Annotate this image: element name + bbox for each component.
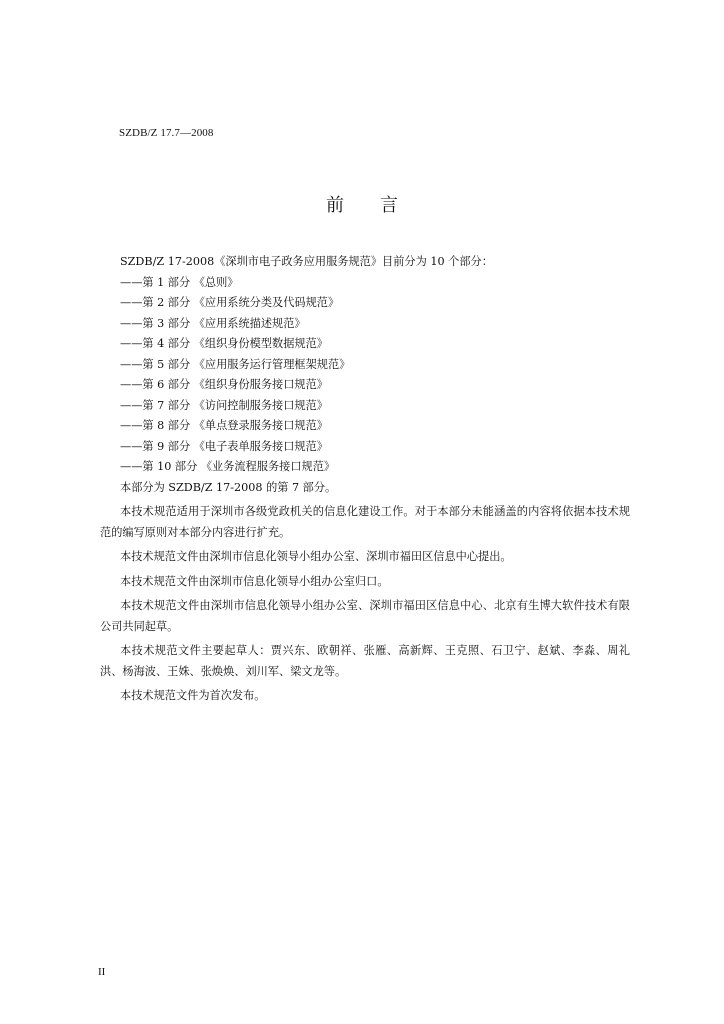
responsible-paragraph: 本技术规范文件由深圳市信息化领导小组办公室归口。 <box>120 574 389 588</box>
part-list-item: ——第 5 部分 《应用服务运行管理框架规范》 <box>120 357 351 371</box>
scope-paragraph: 本技术规范适用于深圳市各级党政机关的信息化建设工作。对于本部分未能涵盖的内容将依据本技术规范的编写原则对本部分内容进行扩充。 <box>100 505 630 539</box>
part-list-item: ——第 3 部分 《应用系统描述规范》 <box>120 316 306 330</box>
part-list-item: ——第 1 部分 《总则》 <box>120 275 239 289</box>
page-number: II <box>98 966 106 978</box>
proposer-paragraph: 本技术规范文件由深圳市信息化领导小组办公室、深圳市福田区信息中心提出。 <box>120 550 512 563</box>
part-list-item: ——第 7 部分 《访问控制服务接口规范》 <box>120 398 328 412</box>
part-list-item: ——第 9 部分 《电子表单服务接口规范》 <box>120 439 328 453</box>
drafting-units-paragraph: 本技术规范文件由深圳市信息化领导小组办公室、深圳市福田区信息中心、北京有生博大软件技术有限公司共同起草。 <box>100 599 630 633</box>
part-list-item: ——第 4 部分 《组织身份模型数据规范》 <box>120 337 328 350</box>
document-code: SZDB/Z 17.7—2008 <box>119 127 214 139</box>
part-list-item: ——第 10 部分 《业务流程服务接口规范》 <box>120 460 336 473</box>
page-title: 前 言 <box>326 195 398 216</box>
document-body <box>100 252 630 707</box>
this-part-line: 本部分为 SZDB/Z 17-2008 的第 7 部分。 <box>120 480 337 494</box>
intro-line: SZDB/Z 17-2008《深圳市电子政务应用服务规范》目前分为 10 个部分： <box>120 255 493 268</box>
part-list-item: ——第 8 部分 《单点登录服务接口规范》 <box>120 419 328 432</box>
drafters-paragraph: 本技术规范文件主要起草人：贾兴东、欧朝祥、张雁、高新辉、王克照、石卫宁、赵斌、李淼、周礼洪、杨海波、王姝、张焕焕、刘川军、梁文龙等。 <box>100 644 630 678</box>
part-list-item: ——第 2 部分 《应用系统分类及代码规范》 <box>120 296 340 309</box>
release-paragraph: 本技术规范文件为首次发布。 <box>120 689 266 702</box>
part-list-item: ——第 6 部分 《组织身份服务接口规范》 <box>120 378 328 391</box>
